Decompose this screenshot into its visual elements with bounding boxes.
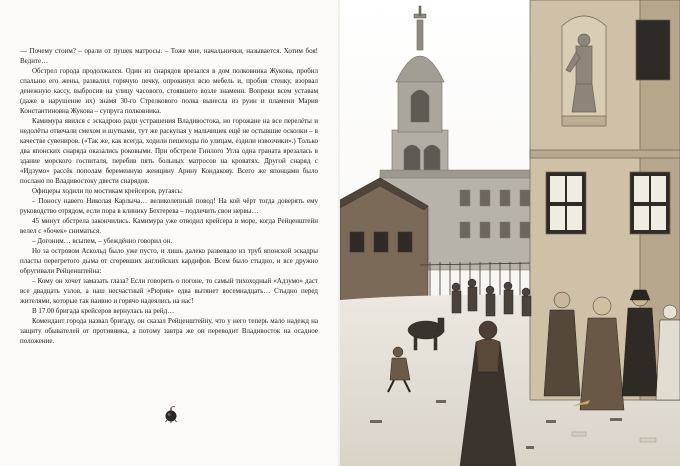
text-column bbox=[20, 46, 318, 346]
paragraph: Камимура явился с эскадрою ради устрашения Владивостока, но горожане на все перелёты и недолёты отвечали смехом и шутками, тут же раскупая у мальчишек ещё не остывшие осколки – в качестве сувениров. («Так же, как всегда, ходили пешеходы по улицам, ездили извозчики».) Только два японских снаряда оказались роковыми. При обстреле Гнилого Угла одна граната врезалась в здание морского госпиталя, перебив пять больных матросов на кроватях. Другой снаряд с «Идзумо» рассёк пополам беременную женщину Арину Кондакову. Всего же японцами было послано по Владивостоку двести снарядов. bbox=[20, 117, 318, 185]
men-group bbox=[544, 290, 658, 410]
paragraph: В 17.00 бригада крейсеров вернулась на рейд… bbox=[32, 307, 175, 315]
paragraph: – Догоним… всыпем, – убеждённо говорил он. bbox=[32, 237, 173, 245]
paragraph: 45 минут обстрела закончились. Камимура уже отводил крейсера в море, когда Рейценштейн велел с «бочек» сниматься. bbox=[20, 217, 318, 235]
paragraph: Обстрел города продолжался. Один из снарядов врезался в дом полковника Жукова, пробил спальню его жены, развалил горячую печку, опрокинул всю мебель и, пробив стенку, взорвал денежную кассу, выбросив на улицу часового, стоявшего возле знамени. Вопреки всем уставам (даже в нарушение их) знамя 30-го Стрелкового полка вынесла из руин и пламени Мария Константиновна Жукова – супруга полковника. bbox=[20, 67, 318, 115]
bomb-ornament-icon bbox=[164, 405, 178, 423]
paragraph: — Почему стоим? – орали от пушек матросы. – Тоже мне, начальнички, называется. Хотим боя! Ведите… bbox=[20, 47, 318, 65]
paragraph: – Кому он хочет замазать глаза? Если говорить о погоне, то самый тихоходный «Адзумо» даст все двадцать узлов, а наш несчастный «Рюрик» едва вытянет восемнадцать… Стыдно перед жителями, которые так наивно и горячо надеялись на нас! bbox=[20, 277, 318, 305]
street-scene-illustration bbox=[340, 0, 680, 466]
paragraph: Комендант города назвал бригаду, он сказал Рейценштейну, что у него теперь мало надежд на защиту обывателей от противника, а потому завтра же он переводит Владивосток на осадное положение. bbox=[20, 317, 318, 345]
paragraph: Офицеры ходили по мостикам крейсеров, ругаясь: bbox=[32, 187, 183, 195]
paragraph: Но за островом Аскольд было уже пусто, и лишь далеко развевало из труб японской эскадры пласты перегретого дыма от сгоревших английских кардифов. Всем было стыдно, и все дружно обругивали Рейценштейна: bbox=[20, 247, 318, 275]
paragraph: – Поносу навего Николая Карлыча… великолепный повод! На кой чёрт тогда доверять ему руководство отрядом, если пора в клинику Бехтерева – подлечить свои нервы… bbox=[20, 197, 318, 215]
